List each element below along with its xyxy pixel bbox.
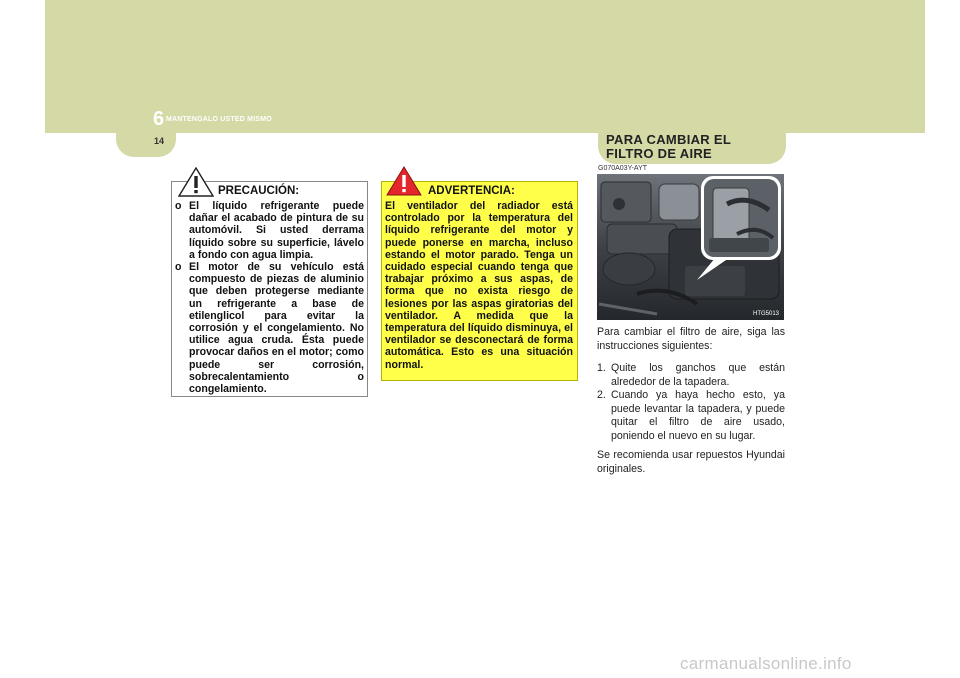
header-band bbox=[45, 0, 925, 133]
warning-text: El ventilador del radiador está controlado por la temperatura del líquido refrigerante del motor y puede ponerse en marcha, incluso estando el motor parado. Tenga un cuidado especial cuando tenga que trabajar próximo a sus aspas, de forma que no exista riesgo de lesiones por las aspas giratorias del ventilador. A medida que la temperatura del líquido disminuya, el ventilador se desconectará de forma automática. Esto es una situación normal. bbox=[385, 200, 573, 371]
step-item bbox=[597, 362, 785, 389]
page-number: 14 bbox=[154, 136, 165, 146]
section-title: PARA CAMBIAR EL FILTRO DE AIRE bbox=[606, 132, 731, 161]
steps-list bbox=[597, 362, 785, 443]
warning-heading: ADVERTENCIA: bbox=[428, 185, 515, 197]
recommendation-text: Se recomienda usar repuestos Hyundai originales. bbox=[597, 449, 785, 475]
step-number: 1. bbox=[597, 362, 606, 374]
caution-item-text: El líquido refrigerante puede dañar el acabado de pintura de su automóvil. Si usted derrama líquido sobre su superficie, lávelo a fondo con agua limpia. bbox=[189, 200, 364, 261]
engine-bay-photo bbox=[597, 174, 784, 320]
list-marker: o bbox=[175, 200, 182, 212]
caution-item bbox=[174, 200, 364, 261]
instructions-intro: Para cambiar el filtro de aire, siga las instrucciones siguientes: bbox=[597, 326, 785, 352]
caution-item bbox=[174, 261, 364, 395]
warning-triangle-icon bbox=[386, 166, 422, 196]
photo-code: HTG5013 bbox=[753, 311, 780, 317]
caution-list bbox=[174, 200, 364, 395]
step-item bbox=[597, 389, 785, 443]
chapter-number: 6 bbox=[153, 108, 165, 130]
caution-item-text: El motor de su vehículo está compuesto de piezas de aluminio que deben protegerse mediante un refrigerante a base de etilenglicol para evitar la corrosión y el congelamiento. No utilice agua cruda. Ésta puede provocar daños en el motor; como puede ser corrosión, sobrecalentamiento o congelamiento. bbox=[189, 261, 364, 396]
step-text: Quite los ganchos que están alrededor de la tapadera. bbox=[611, 362, 785, 388]
list-marker: o bbox=[175, 261, 182, 274]
watermark: carmanualsonline.info bbox=[680, 654, 852, 673]
step-text: Cuando ya haya hecho esto, ya puede levantar la tapadera, y puede quitar el filtro de aire usado, poniendo el nuevo en su lugar. bbox=[611, 389, 785, 442]
chapter-title: MANTENGALO USTED MISMO bbox=[166, 116, 272, 123]
caution-triangle-icon bbox=[178, 167, 214, 197]
document-code: G070A03Y-AYT bbox=[598, 165, 648, 172]
caution-heading: PRECAUCIÓN: bbox=[218, 185, 300, 197]
step-number: 2. bbox=[597, 389, 606, 401]
